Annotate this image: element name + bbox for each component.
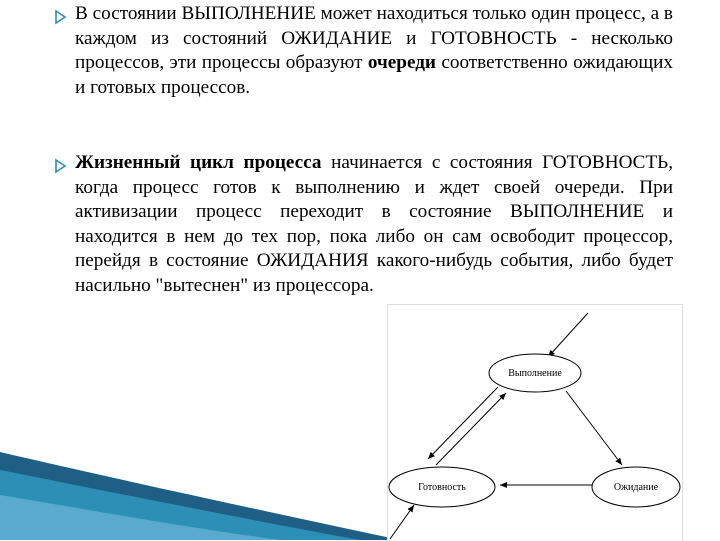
text-segment: соответственно ожидающих и готовых процессов.: [75, 52, 673, 98]
bold-term: Жизненный цикл процесса: [75, 152, 322, 173]
arrow-running-to-waiting: [566, 391, 622, 465]
decorative-wave: [0, 440, 400, 540]
bullet-arrow-icon: [52, 157, 70, 175]
state-diagram: [387, 304, 683, 541]
text-segment: начинается с состояния ГОТОВНОСТЬ, когда процесс готов к выполнению и ждет своей очереди. При активизации процесс переходит в состояние ВЫПОЛНЕНИЕ и находится в нем до тех пор, пока либо он сам освободит процессор, перейдя в состояние ОЖИДАНИЯ какого-нибудь события, либо будет насильно "вытеснен" из процессора.: [75, 152, 673, 296]
bold-term: очереди: [367, 52, 436, 74]
arrow-enter-ready: [390, 505, 414, 539]
paragraph-1: [75, 2, 673, 100]
text-segment: В состоянии ВЫПОЛНЕНИЕ может находиться только один процесс, а в каждом из состояний ОЖИДАНИЕ и ГОТОВНОСТЬ - несколько процессов, эти процессы образуют: [75, 3, 673, 74]
arrow-enter-running: [548, 313, 588, 357]
node-waiting-label: Ожидание: [613, 482, 659, 493]
bullet-shape: [56, 11, 65, 23]
bullet-shape: [56, 160, 65, 172]
paragraph-2: [75, 151, 673, 299]
state-diagram-svg: [388, 305, 682, 541]
bullet-arrow-icon: [52, 8, 70, 26]
arrow-running-to-ready: [428, 387, 498, 459]
node-running-label: Выполнение: [508, 368, 562, 379]
arrow-ready-to-running: [436, 393, 506, 465]
node-ready-label: Готовность: [418, 482, 466, 493]
